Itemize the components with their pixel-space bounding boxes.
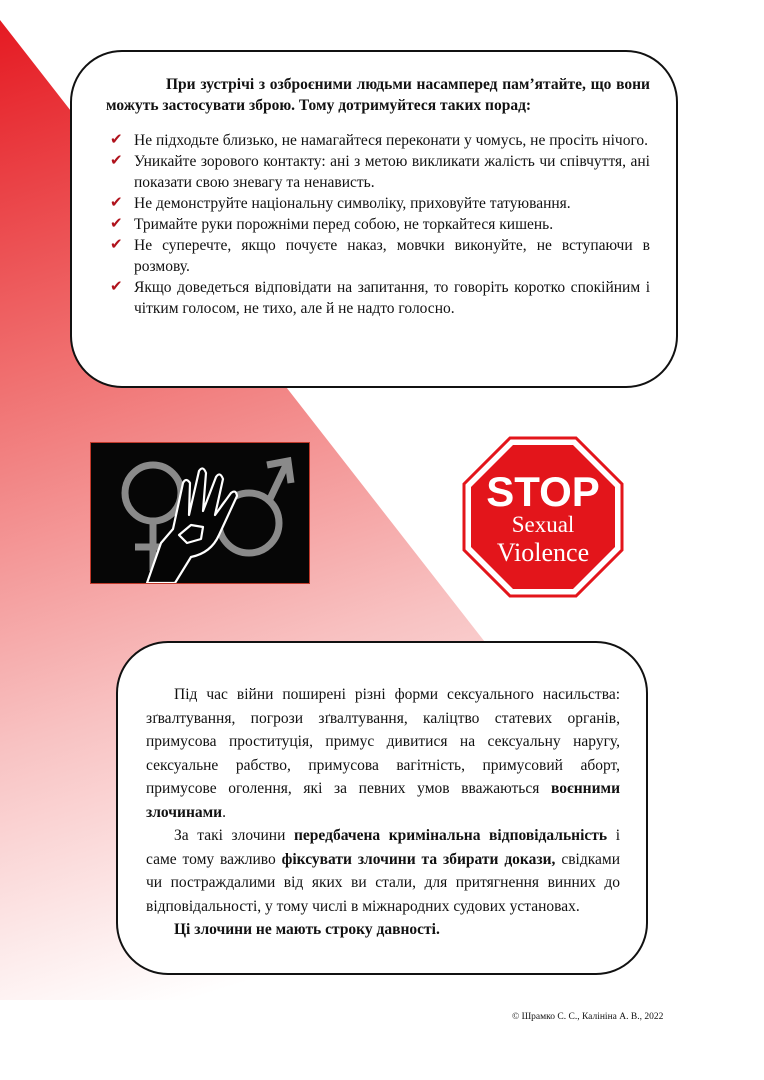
check-icon: ✔ — [110, 237, 123, 253]
info-paragraph-2: За такі злочини передбачена кримінальна відповідальність і саме тому важливо фіксувати злочини та збирати докази, свідками чи постраждалими від яких ви стали, для притягнення винних до відповідальності, у тому числі в міжнародних судових установах. — [146, 827, 621, 915]
gender-symbols-hand-image — [90, 442, 310, 584]
check-icon: ✔ — [110, 195, 123, 211]
stop-sexual-violence-sign — [462, 436, 624, 598]
advice-item: ✔ Уникайте зорового контакту: ані з метою викликати жалість чи співчуття, ані показати свою зневагу та ненависть. — [110, 153, 650, 191]
advice-intro: При зустрічі з озброєними людьми насамперед пам’ятайте, що вони можуть застосувати зброю. Тому дотримуйтеся таких порад: — [106, 76, 650, 114]
check-icon: ✔ — [110, 132, 123, 148]
check-icon: ✔ — [110, 279, 123, 295]
check-icon: ✔ — [110, 216, 123, 232]
gender-symbols-icon — [91, 443, 309, 583]
armed-people-advice-card — [70, 50, 678, 388]
advice-item: ✔ Не суперечте, якщо почуєте наказ, мовчки виконуйте, не вступаючи в розмову. — [110, 237, 650, 275]
info-paragraph-3: Ці злочини не мають строку давності. — [174, 921, 440, 938]
stop-text: STOP — [486, 468, 600, 515]
check-icon: ✔ — [110, 153, 123, 169]
advice-item: ✔ Тримайте руки порожніми перед собою, не торкайтеся кишень. — [110, 216, 554, 233]
sexual-text: Sexual — [511, 512, 575, 537]
advice-list — [106, 130, 650, 319]
advice-item: ✔ Не підходьте близько, не намагайтеся переконати у чомусь, не просіть нічого. — [110, 132, 649, 149]
sexual-violence-info-card — [116, 641, 648, 975]
violence-text: Violence — [496, 538, 590, 567]
advice-item: ✔ Якщо доведеться відповідати на запитання, то говоріть коротко спокійним і чітким голосом, не тихо, але й не надто голосно. — [110, 279, 650, 317]
copyright-note: © Шрамко С. С., Калініна А. В., 2022 — [512, 1012, 664, 1022]
info-paragraph-1: Під час війни поширені різні форми сексуального насильства: зґвалтування, погрози зґвалтування, каліцтво статевих органів, примусова проституція, примус дивитися на сексуальну наругу, сексуальне рабство, примусова вагітність, примусовий аборт, примусове оголення, які за певних умов вважаються воєнними злочинами. — [146, 686, 620, 821]
advice-item: ✔ Не демонструйте національну символіку, приховуйте татуювання. — [110, 195, 571, 212]
